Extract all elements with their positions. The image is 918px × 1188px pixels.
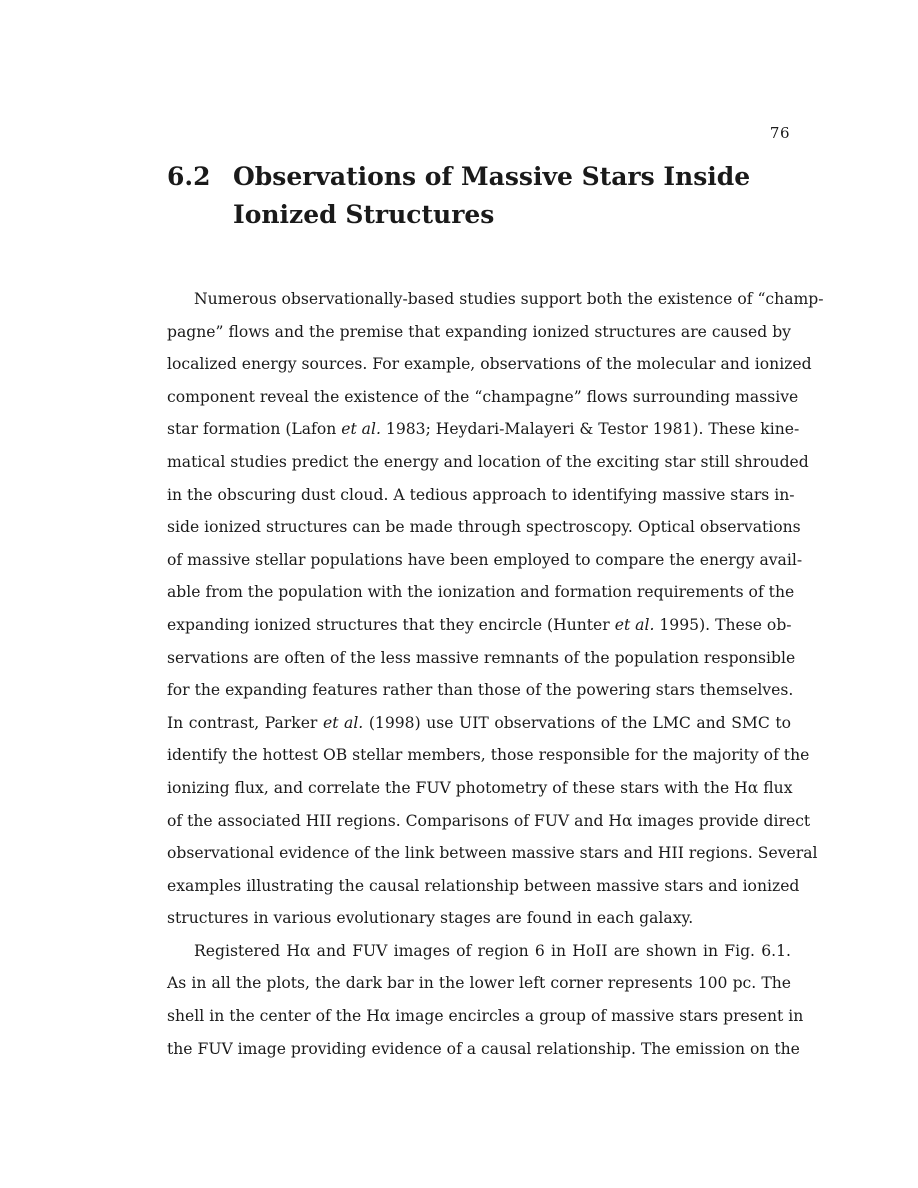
text-line: the FUV image providing evidence of a causal relationship. The emission on the <box>167 1039 800 1058</box>
text-line: observational evidence of the link between massive stars and HII regions. Several <box>167 844 818 863</box>
citation-etal: et al. <box>322 713 364 732</box>
text-line: matical studies predict the energy and location of the exciting star still shrouded <box>167 452 809 471</box>
text-line: pagne” flows and the premise that expanding ionized structures are caused by <box>167 322 791 341</box>
text-segment: In contrast, Parker <box>167 713 318 732</box>
text-line: in the obscuring dust cloud. A tedious approach to identifying massive stars in- <box>167 485 795 504</box>
text-line: Registered Hα and FUV images of region 6 in HoII are shown in Fig. 6.1. <box>194 941 791 960</box>
text-line: Numerous observationally-based studies support both the existence of “champ- <box>194 290 824 308</box>
section-number: 6.2 <box>167 162 211 191</box>
section-title: Observations of Massive Stars Inside Ionized Structures <box>233 162 751 229</box>
section-heading <box>167 158 807 234</box>
text-line: able from the population with the ionization and formation requirements of the <box>167 583 795 602</box>
citation-etal: et al. <box>341 420 381 439</box>
text-segment: expanding ionized structures that they encircle (Hunter <box>167 615 610 634</box>
text-line: of massive stellar populations have been employed to compare the energy avail- <box>167 550 803 569</box>
text-segment: 1995). These ob- <box>659 615 792 634</box>
body-text <box>167 283 824 1065</box>
text-line <box>167 707 791 740</box>
text-line: As in all the plots, the dark bar in the lower left corner represents 100 pc. The <box>167 974 791 993</box>
text-line: localized energy sources. For example, observations of the molecular and ionized <box>167 355 812 374</box>
text-line: component reveal the existence of the “champagne” flows surrounding massive <box>167 387 799 406</box>
citation-etal: et al. <box>614 615 655 634</box>
paragraph-1 <box>167 283 824 935</box>
text-line: ionizing flux, and correlate the FUV photometry of these stars with the Hα flux <box>167 778 793 797</box>
text-line: identify the hottest OB stellar members, those responsible for the majority of the <box>167 746 810 765</box>
text-line: side ionized structures can be made through spectroscopy. Optical observations <box>167 518 801 537</box>
text-segment: star formation (Lafon <box>167 420 337 439</box>
text-line: shell in the center of the Hα image encircles a group of massive stars present in <box>167 1007 804 1026</box>
text-line <box>167 413 800 446</box>
page-number: 76 <box>769 124 790 142</box>
text-segment: (1998) use UIT observations of the LMC and SMC to <box>368 713 791 732</box>
text-line: for the expanding features rather than those of the powering stars themselves. <box>167 681 794 700</box>
paragraph-2 <box>167 935 804 1065</box>
text-line: of the associated HII regions. Comparisons of FUV and Hα images provide direct <box>167 811 811 830</box>
text-line <box>167 609 791 642</box>
text-line: servations are often of the less massive remnants of the population responsible <box>167 648 796 667</box>
text-segment: 1983; Heydari-Malayeri & Testor 1981). These kine- <box>385 420 800 439</box>
text-line: structures in various evolutionary stages are found in each galaxy. <box>167 909 694 928</box>
text-line: examples illustrating the causal relationship between massive stars and ionized <box>167 876 800 895</box>
